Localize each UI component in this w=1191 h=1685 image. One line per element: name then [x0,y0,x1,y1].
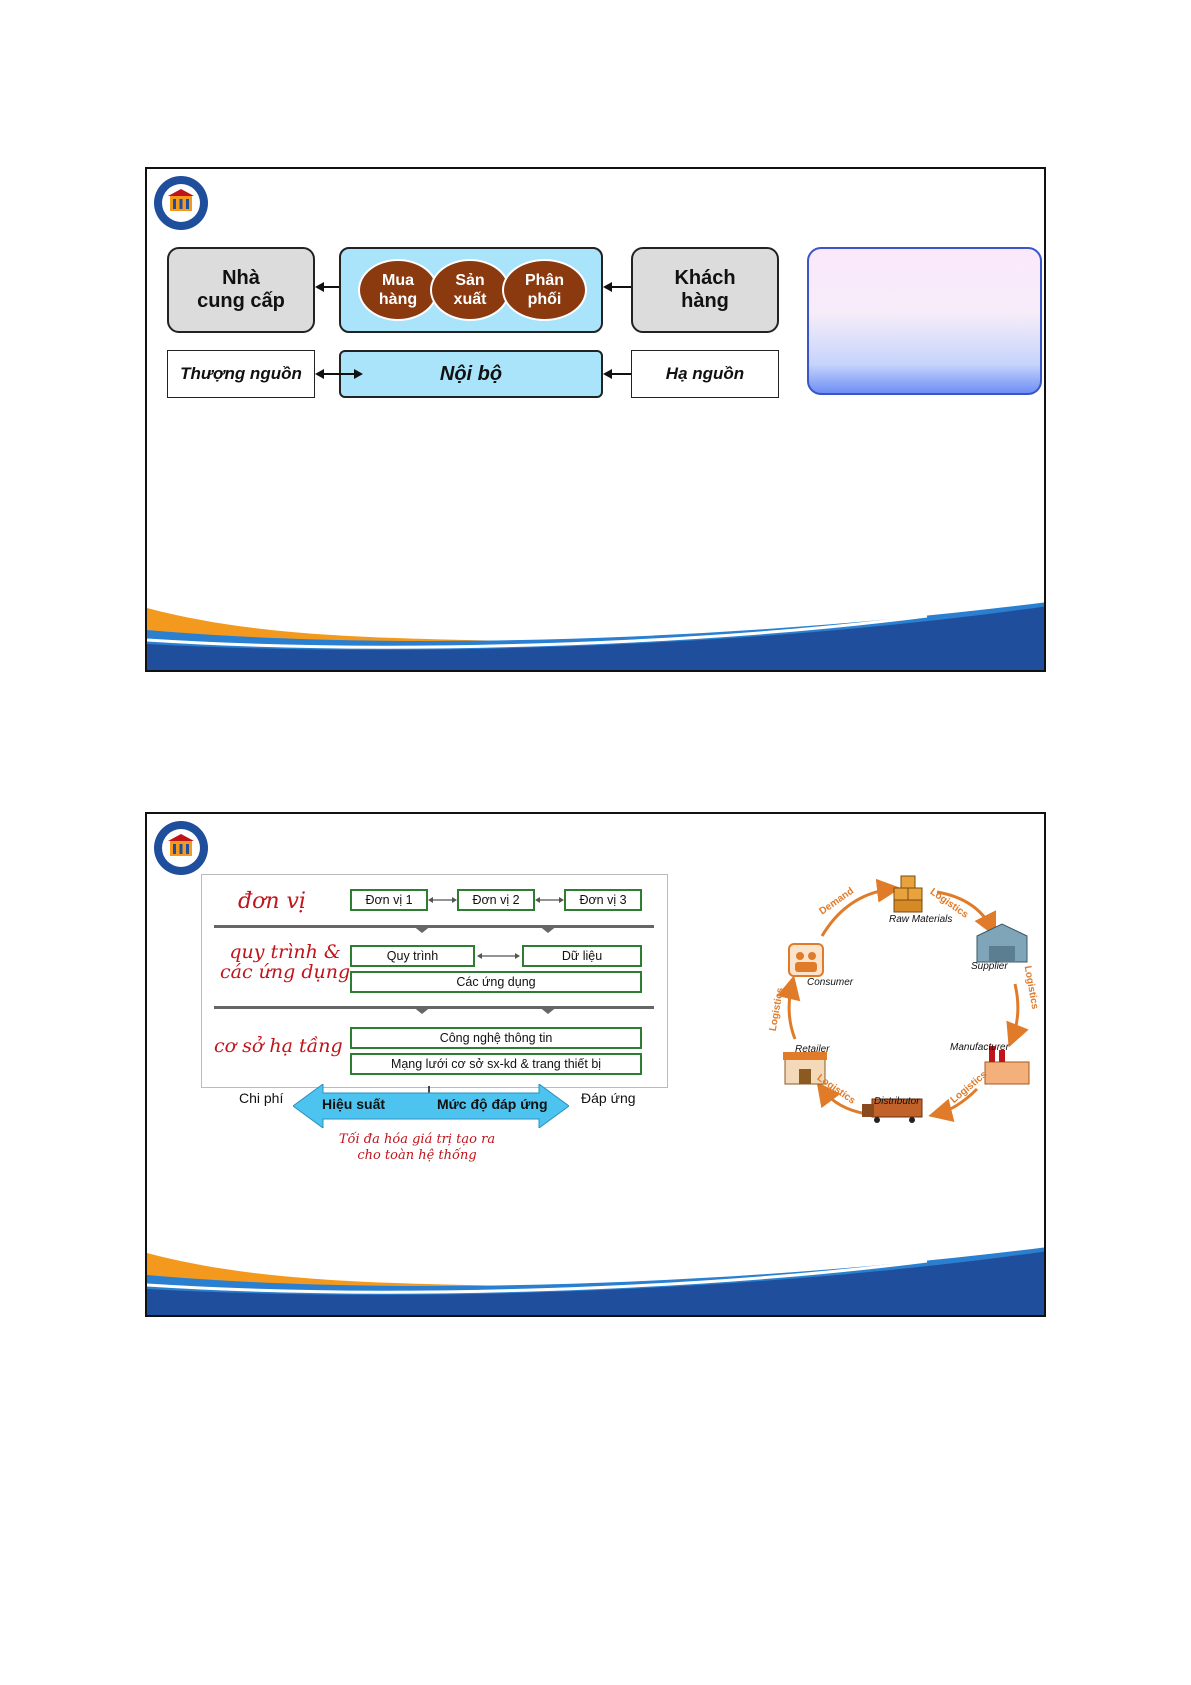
consumer-icon [789,944,823,976]
raw-materials-label: Raw Materials [889,914,953,925]
logistics-label: Logistics [1021,964,1041,1011]
maximize-value-note: Tối đa hóa giá trị tạo ra cho toàn hệ thống [338,1132,496,1164]
double-arrow-icon [315,362,363,386]
layer-label-process: quy trình & các ứng dụng [220,941,351,983]
customer-box: Khách hàng [631,247,779,333]
chevron-down-icon [412,923,432,933]
layer-label-unit: đơn vị [238,889,306,914]
double-arrow-icon [535,894,564,906]
oval-purchasing: Mua hàng [358,259,438,321]
divider [214,925,654,928]
logistics-label: Logistics [948,1069,990,1106]
responsiveness-level-label: Mức độ đáp ứng [437,1096,548,1112]
chevron-down-icon [412,1004,432,1014]
it-box: Công nghệ thông tin [350,1027,642,1049]
double-arrow-icon [428,894,457,906]
consumer-label: Consumer [807,977,854,988]
retailer-label: Retailer [795,1044,830,1055]
footer-wave-decoration [147,600,1046,670]
manufacturer-label: Manufacturer [950,1042,1009,1053]
gradient-box [807,247,1042,395]
university-logo-icon [153,820,209,876]
upstream-box: Thượng nguồn [167,350,315,398]
supplier-label: Supplier [971,961,1008,972]
supplier-box: Nhà cung cấp [167,247,315,333]
supply-chain-cycle-diagram [777,874,1037,1124]
supplier-icon [977,924,1027,962]
logistics-label: Logistics [927,886,971,921]
efficiency-label: Hiệu suất [322,1096,386,1112]
oval-distribution: Phân phối [502,259,587,321]
layer-label-infrastructure: cơ sở hạ tầng [214,1035,343,1057]
layer-diagram-panel [201,874,668,1088]
process-box: Quy trình [350,945,475,967]
footer-wave-decoration [147,1245,1046,1315]
applications-box: Các ứng dụng [350,971,642,993]
slide-1 [145,167,1046,672]
chevron-down-icon [538,1004,558,1014]
university-logo-icon [153,175,209,231]
unit-3-box: Đơn vị 3 [564,889,642,911]
logistics-label: Logistics [767,986,787,1033]
responsiveness-label: Đáp ứng [581,1090,636,1106]
divider [214,1006,654,1009]
double-arrow-icon [477,950,520,962]
cost-label: Chi phí [239,1090,284,1106]
unit-1-box: Đơn vị 1 [350,889,428,911]
network-box: Mạng lưới cơ sở sx-kd & trang thiết bị [350,1053,642,1075]
data-box: Dữ liệu [522,945,642,967]
oval-production: Sản xuất [430,259,510,321]
internal-box: Nội bộ [339,350,603,398]
distributor-label: Distributor [874,1096,920,1107]
logistics-label: Logistics [814,1072,858,1107]
raw-materials-icon [894,876,922,912]
unit-2-box: Đơn vị 2 [457,889,535,911]
demand-label: Demand [817,885,857,918]
chevron-down-icon [538,923,558,933]
slide-2 [145,812,1046,1317]
downstream-box: Hạ nguồn [631,350,779,398]
